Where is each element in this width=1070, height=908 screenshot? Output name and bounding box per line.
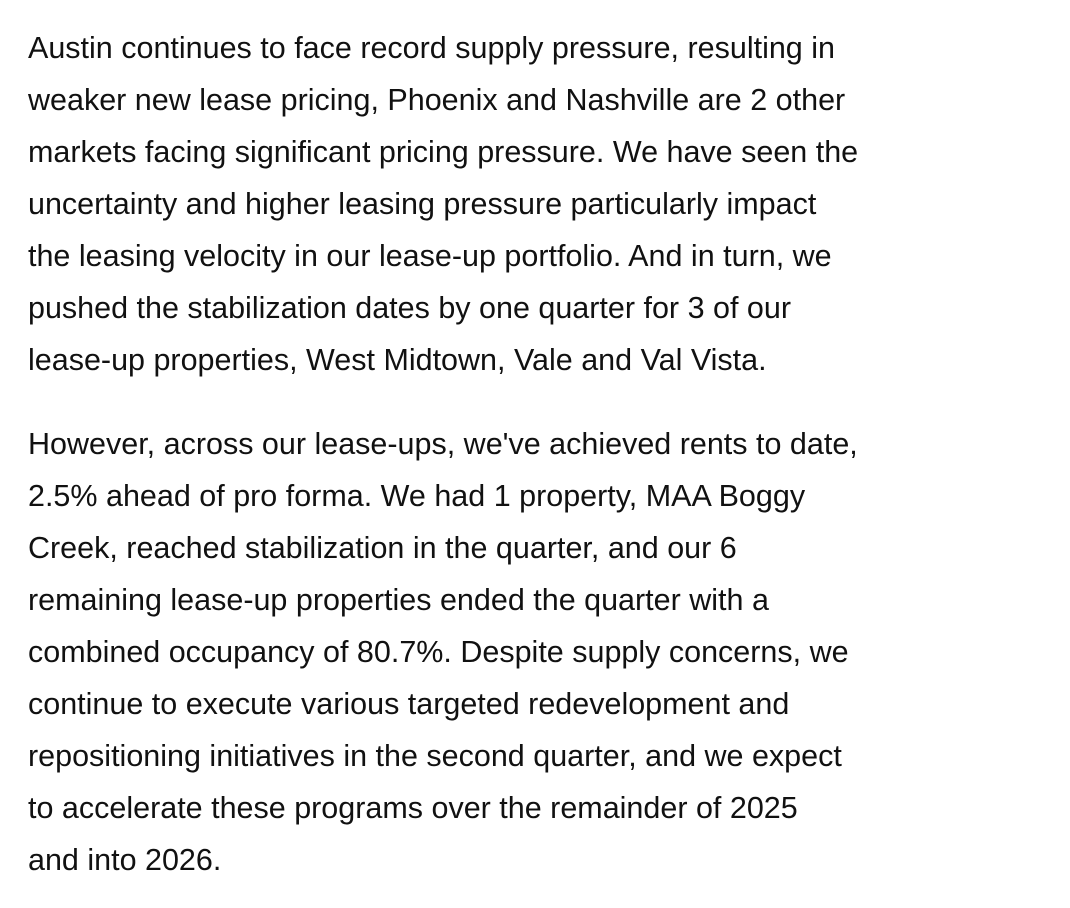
text-line: uncertainty and higher leasing pressure particularly impact bbox=[28, 187, 817, 221]
text-line: the leasing velocity in our lease-up portfolio. And in turn, we bbox=[28, 239, 832, 273]
text-line: continue to execute various targeted redevelopment and bbox=[28, 687, 790, 721]
text-line: 2.5% ahead of pro forma. We had 1 property, MAA Boggy bbox=[28, 479, 806, 513]
text-line: Austin continues to face record supply pressure, resulting in bbox=[28, 31, 835, 65]
text-line: However, across our lease-ups, we've achieved rents to date, bbox=[28, 427, 858, 461]
text-line: lease-up properties, West Midtown, Vale and Val Vista. bbox=[28, 343, 767, 377]
text-line: repositioning initiatives in the second quarter, and we expect bbox=[28, 739, 842, 773]
text-line: and into 2026. bbox=[28, 843, 222, 877]
text-line: remaining lease-up properties ended the quarter with a bbox=[28, 583, 769, 617]
text-line: weaker new lease pricing, Phoenix and Nashville are 2 other bbox=[28, 83, 846, 117]
text-line: markets facing significant pricing pressure. We have seen the bbox=[28, 135, 859, 169]
paragraph-supply-pressure bbox=[28, 22, 1030, 386]
text-line: combined occupancy of 80.7%. Despite supply concerns, we bbox=[28, 635, 849, 669]
text-line: to accelerate these programs over the remainder of 2025 bbox=[28, 791, 798, 825]
text-line: pushed the stabilization dates by one quarter for 3 of our bbox=[28, 291, 791, 325]
text-line: Creek, reached stabilization in the quarter, and our 6 bbox=[28, 531, 737, 565]
paragraph-lease-up-results bbox=[28, 418, 1030, 886]
